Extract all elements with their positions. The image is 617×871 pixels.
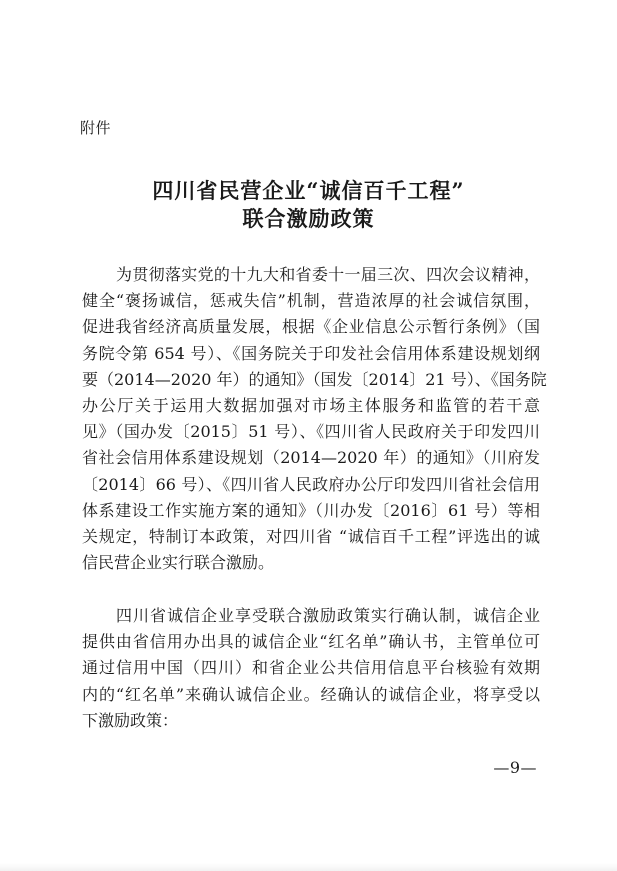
paragraph-1 — [82, 262, 547, 576]
title-line-1: 四川省民营企业“诚信百千工程” — [152, 178, 465, 203]
paragraph-line: 下激励政策： — [82, 710, 179, 730]
paragraph-line: 省社会信用体系建设规划（2014—2020 年）的通知》（川府发 — [82, 448, 540, 468]
paragraph-line: 为贯彻落实党的十九大和省委十一届三次、四次会议精神， — [116, 265, 540, 284]
paragraph-line: 四川省诚信企业享受联合激励政策实行确认制，诚信企业 — [116, 606, 540, 625]
paragraph-line: 〔2014〕66 号）、《四川省人民政府办公厅印发四川省社会信用 — [82, 474, 540, 494]
scan-edge-shadow — [0, 863, 617, 871]
attachment-label: 附件 — [80, 119, 112, 137]
paragraph-line: 要（2014—2020 年）的通知》（国发〔2014〕21 号）、《国务院 — [82, 369, 547, 389]
paragraph-line: 健全“褒扬诚信，惩戒失信”机制，营造浓厚的社会诚信氛围， — [82, 291, 540, 311]
paragraph-line: 信民营企业实行联合激励。 — [82, 553, 275, 573]
paragraph-line: 通过信用中国（四川）和省企业公共信用信息平台核验有效期 — [82, 658, 540, 678]
paragraph-line: 促进我省经济高质量发展，根据《企业信息公示暂行条例》（国 — [82, 317, 540, 337]
paragraph-line: 见》（国办发〔2015〕51 号）、《四川省人民政府关于印发四川 — [82, 422, 540, 442]
page-number: —9— — [493, 758, 537, 777]
paragraph-line: 体系建设工作实施方案的通知》（川办发〔2016〕61 号）等相 — [82, 500, 540, 520]
paragraph-line: 办公厅关于运用大数据加强对市场主体服务和监管的若干意 — [82, 395, 540, 415]
paragraph-line: 内的“红名单”来确认诚信企业。经确认的诚信企业，将享受以 — [82, 684, 540, 704]
paragraph-2 — [82, 603, 540, 734]
title-line-2: 联合激励政策 — [242, 206, 375, 231]
paragraph-line: 务院令第 654 号）、《国务院关于印发社会信用体系建设规划纲 — [82, 343, 540, 363]
paragraph-line: 关规定，特制订本政策，对四川省 “诚信百千工程”评选出的诚 — [82, 526, 540, 546]
paragraph-line: 提供由省信用办出具的诚信企业“红名单”确认书，主管单位可 — [82, 632, 540, 652]
